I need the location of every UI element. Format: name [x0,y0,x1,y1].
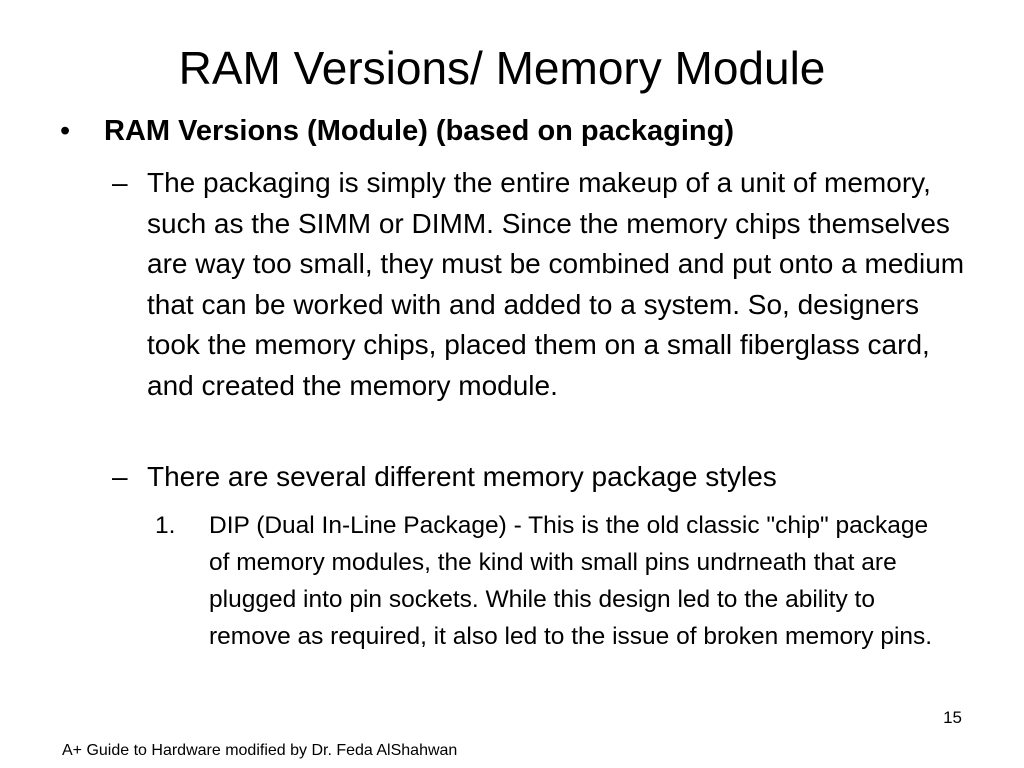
sub-bullet-item [112,457,972,498]
dash-marker: – [112,167,128,198]
sub-bullet-text: The packaging is simply the entire makeup of a unit of memory, such as the SIMM or DIMM. Since the memory chips themselves are way too small, they must be combined and put onto a medium that can be worked with and added to a system. So, designers took the memory chips, placed them on a small fiberglass card, and created the memory module. [147,167,965,401]
numbered-item-text: DIP (Dual In-Line Package) - This is the old classic "chip" package of memory modules, the kind with small pins undrneath that are plugged into pin sockets. While this design led to the ability to remove as required, it also led to the issue of broken memory pins. [209,512,933,650]
page-number: 15 [943,708,962,727]
numbered-item [155,507,955,655]
item-number: 1. [155,512,176,539]
footer-text: A+ Guide to Hardware modified by Dr. Feda AlShahwan [62,742,458,759]
sub-bullet-item [112,163,972,406]
slide-title: RAM Versions/ Memory Module [178,42,826,94]
bullet-text: RAM Versions (Module) (based on packaging) [104,115,735,147]
dash-marker: – [112,461,128,492]
bullet-marker: • [60,115,71,147]
sub-bullet-text: There are several different memory package styles [147,461,777,492]
